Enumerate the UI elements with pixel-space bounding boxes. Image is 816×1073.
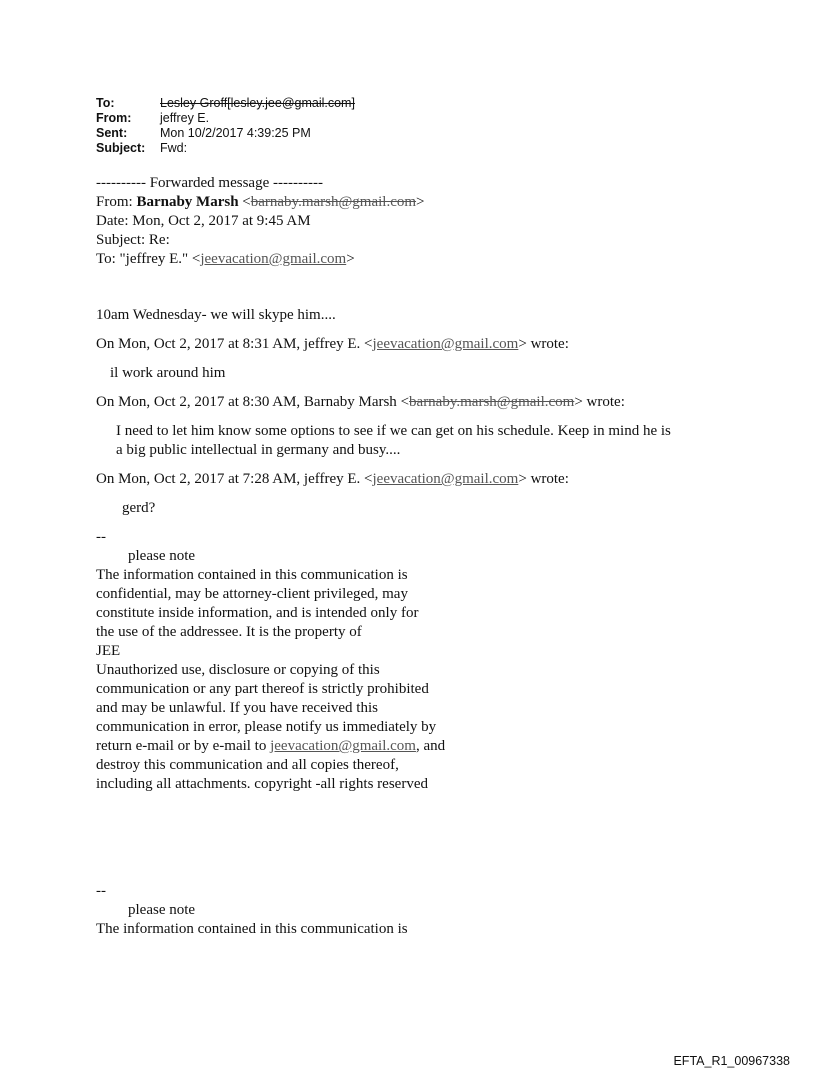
reply-1: 10am Wednesday- we will skype him....: [96, 307, 336, 323]
disclaimer-return-prefix: return e-mail or by e-mail to: [96, 738, 271, 754]
to-value: Lesley Groff[lesley.jee@gmail.com]: [160, 96, 355, 110]
disclaimer-2-line: The information contained in this communication is: [96, 921, 408, 937]
bates-number: EFTA_R1_00967338: [673, 1054, 790, 1068]
disclaimer-line: constitute inside information, and is intended only for: [96, 605, 419, 621]
disclaimer-line: Unauthorized use, disclosure or copying of this: [96, 662, 380, 678]
forwarded-banner: ---------- Forwarded message ----------: [96, 175, 323, 191]
reply-2: il work around him: [110, 365, 226, 381]
quote-3-header: On Mon, Oct 2, 2017 at 7:28 AM, jeffrey E. <jeevacation@gmail.com> wrote:: [96, 471, 569, 487]
header-to-row: [96, 96, 355, 111]
forwarded-date-line: Date: Mon, Oct 2, 2017 at 9:45 AM: [96, 213, 311, 229]
disclaimer-line: including all attachments. copyright -all rights reserved: [96, 776, 428, 792]
forwarded-from-line: From: Barnaby Marsh <barnaby.marsh@gmail.com>: [96, 194, 425, 210]
disclaimer-email-link[interactable]: jeevacation@gmail.com: [270, 738, 416, 754]
disclaimer-line: destroy this communication and all copies thereof,: [96, 757, 399, 773]
disclaimer-note: please note: [128, 548, 196, 564]
from-label: From:: [96, 111, 132, 125]
to-label: To:: [96, 96, 115, 110]
forwarded-from-prefix: From:: [96, 194, 137, 210]
subject-value: Fwd:: [160, 141, 188, 155]
disclaimer: [96, 528, 476, 794]
sent-label: Sent:: [96, 126, 128, 140]
forwarded-to-email[interactable]: jeevacation@gmail.com: [200, 251, 347, 267]
quote-2-header: On Mon, Oct 2, 2017 at 8:30 AM, Barnaby Marsh <barnaby.marsh@gmail.com> wrote:: [96, 394, 625, 410]
reply-4: gerd?: [122, 500, 156, 516]
disclaimer-dashes: --: [96, 529, 106, 545]
quote-2-email[interactable]: barnaby.marsh@gmail.com: [409, 394, 575, 410]
header-subject-row: [96, 141, 355, 156]
quote-2-prefix: On Mon, Oct 2, 2017 at 8:30 AM, Barnaby Marsh: [96, 394, 401, 410]
forwarded-from-email[interactable]: barnaby.marsh@gmail.com: [250, 194, 417, 210]
forwarded-to-prefix: To: "jeffrey E.": [96, 251, 192, 267]
disclaimer-return-suffix: , and: [415, 738, 446, 754]
email-body: [96, 174, 736, 939]
forwarded-to-line: To: "jeffrey E." <jeevacation@gmail.com>: [96, 251, 355, 267]
disclaimer-repeat: [96, 882, 476, 939]
disclaimer-line: confidential, may be attorney-client privileged, may: [96, 586, 408, 602]
disclaimer-line: communication in error, please notify us immediately by: [96, 719, 437, 735]
forwarded-from-name: Barnaby Marsh: [136, 194, 239, 210]
disclaimer-line: The information contained in this communication is: [96, 567, 408, 583]
email-header: [96, 96, 355, 156]
quote-1-suffix: wrote:: [526, 336, 569, 352]
quote-1-email[interactable]: jeevacation@gmail.com: [372, 336, 519, 352]
disclaimer-line: the use of the addressee. It is the property of: [96, 624, 362, 640]
header-sent-row: [96, 126, 355, 141]
disclaimer-2-note: please note: [128, 902, 196, 918]
reply-3-line-1: I need to let him know some options to see if we can get on his schedule. Keep in mind he is: [116, 423, 671, 439]
reply-3-line-2: a big public intellectual in germany and busy....: [116, 442, 401, 458]
from-value: jeffrey E.: [160, 111, 210, 125]
disclaimer-return-line: [96, 737, 476, 756]
header-from-row: [96, 111, 355, 126]
quote-3-email[interactable]: jeevacation@gmail.com: [372, 471, 519, 487]
subject-label: Subject:: [96, 141, 146, 155]
quote-1-prefix: On Mon, Oct 2, 2017 at 8:31 AM, jeffrey E.: [96, 336, 365, 352]
quote-1-header: On Mon, Oct 2, 2017 at 8:31 AM, jeffrey E. <jeevacation@gmail.com> wrote:: [96, 336, 569, 352]
forwarded-subject-line: Subject: Re:: [96, 232, 170, 248]
sent-value: Mon 10/2/2017 4:39:25 PM: [160, 126, 311, 140]
disclaimer-2-dashes: --: [96, 883, 106, 899]
disclaimer-line: and may be unlawful. If you have received this: [96, 700, 378, 716]
disclaimer-line: JEE: [96, 643, 121, 659]
quote-3-suffix: wrote:: [526, 471, 569, 487]
quote-3-prefix: On Mon, Oct 2, 2017 at 7:28 AM, jeffrey E.: [96, 471, 365, 487]
disclaimer-line: communication or any part thereof is strictly prohibited: [96, 681, 429, 697]
quote-2-suffix: wrote:: [582, 394, 625, 410]
